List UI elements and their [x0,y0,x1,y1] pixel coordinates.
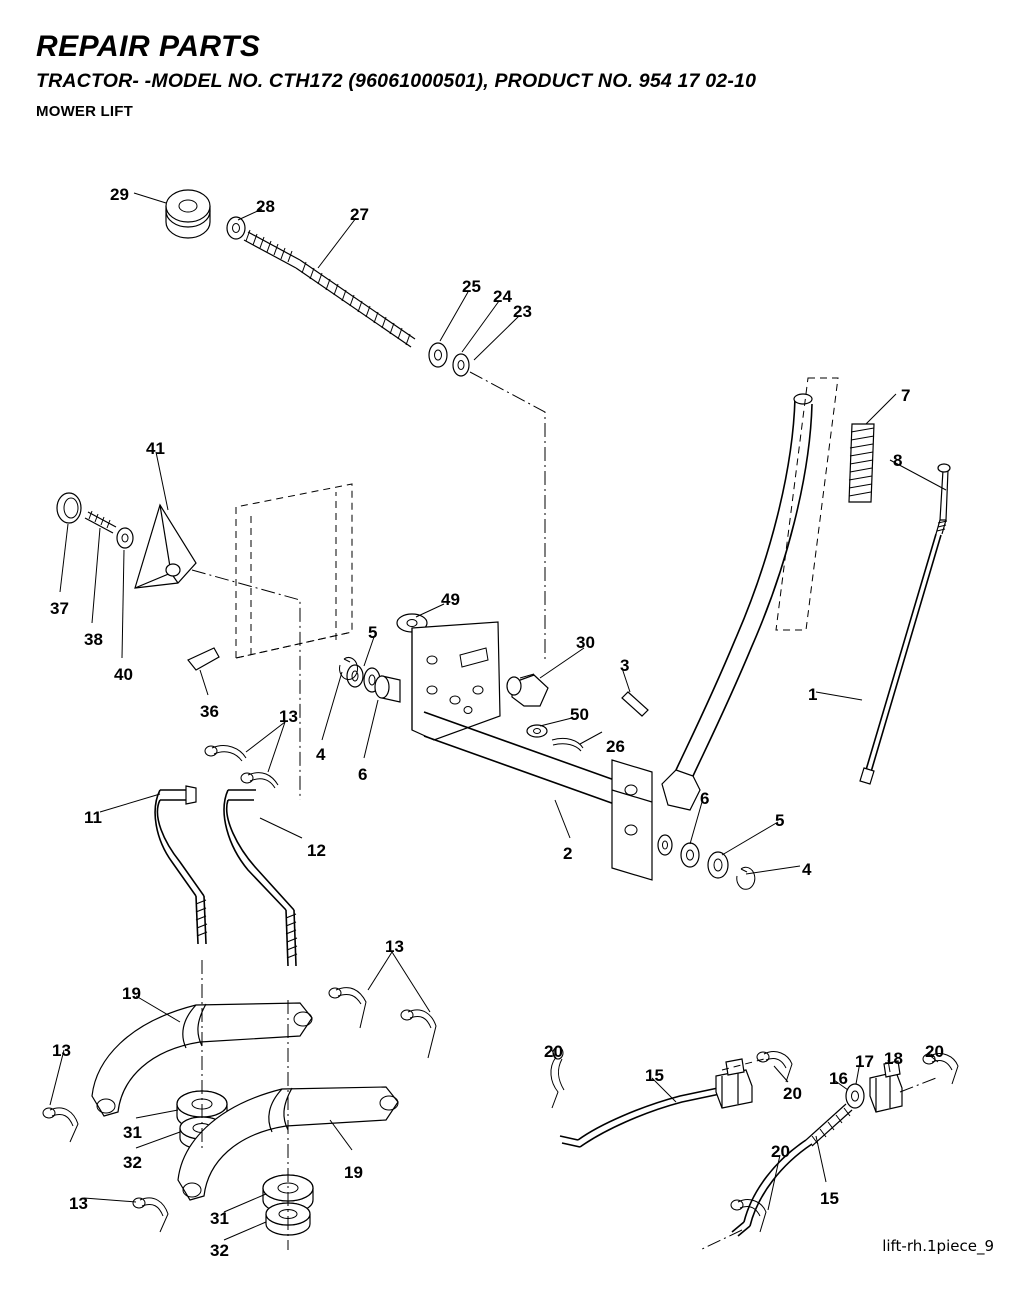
lift-arms [43,952,436,1250]
callout-number: 13 [279,707,298,726]
callout-number: 15 [645,1066,664,1085]
callout-number: 6 [358,765,368,784]
callout-number: 20 [925,1042,944,1061]
callout-number: 19 [122,984,141,1003]
callout-number: 20 [771,1142,790,1161]
callout-number: 28 [256,197,275,216]
lift-shaft-bracket [322,604,800,889]
callout-number: 26 [606,737,625,756]
callout-number: 5 [368,623,378,642]
callout-number: 4 [316,745,326,764]
section-title: MOWER LIFT [36,103,133,120]
drawing-id: lift-rh.1piece_9 [882,1237,994,1255]
callout-number: 20 [783,1084,802,1103]
callout-number: 6 [700,789,710,808]
callout-number: 17 [855,1052,874,1071]
callout-number: 31 [210,1209,229,1228]
callout-number: 5 [775,811,785,830]
callout-number: 32 [123,1153,142,1172]
callout-number: 7 [901,386,911,405]
callout-number: 2 [563,844,573,863]
callout-number: 1 [808,685,818,704]
callout-number: 13 [69,1194,88,1213]
page-title: REPAIR PARTS [36,30,261,63]
callout-number: 30 [576,633,595,652]
callout-number: 13 [385,937,404,956]
callout-number: 20 [544,1042,563,1061]
callout-number: 23 [513,302,532,321]
callout-number: 11 [84,808,102,827]
callout-number: 24 [493,287,512,306]
callout-number: 13 [52,1041,71,1060]
callout-number: 27 [350,205,369,224]
callout-number: 15 [820,1189,839,1208]
callout-number: 19 [344,1163,363,1182]
lift-lever-and-spring [662,378,950,810]
callout-number: 41 [146,439,165,458]
callout-number: 16 [829,1069,848,1088]
left-bracket-assembly [57,452,352,800]
callout-number: 8 [893,451,903,470]
callout-number: 40 [114,665,133,684]
callout-number: 31 [123,1123,142,1142]
callout-number: 29 [110,185,129,204]
callout-number: 12 [307,841,326,860]
callout-number: 4 [802,860,812,879]
callout-number: 49 [441,590,460,609]
lift-handle-knob-assembly [134,190,545,660]
callout-number: 3 [620,656,630,675]
callout-number: 38 [84,630,103,649]
callout-number: 50 [570,705,589,724]
lift-link-rods [100,722,302,966]
model-subtitle: TRACTOR- -MODEL NO. CTH172 (96061000501), PRODUCT NO. 954 17 02-10 [36,70,757,92]
callout-number: 25 [462,277,481,296]
callout-number: 18 [884,1049,903,1068]
gauge-wheel-rods [551,1047,958,1250]
callout-number: 37 [50,599,69,618]
callout-number: 32 [210,1241,229,1260]
callout-number: 36 [200,702,219,721]
